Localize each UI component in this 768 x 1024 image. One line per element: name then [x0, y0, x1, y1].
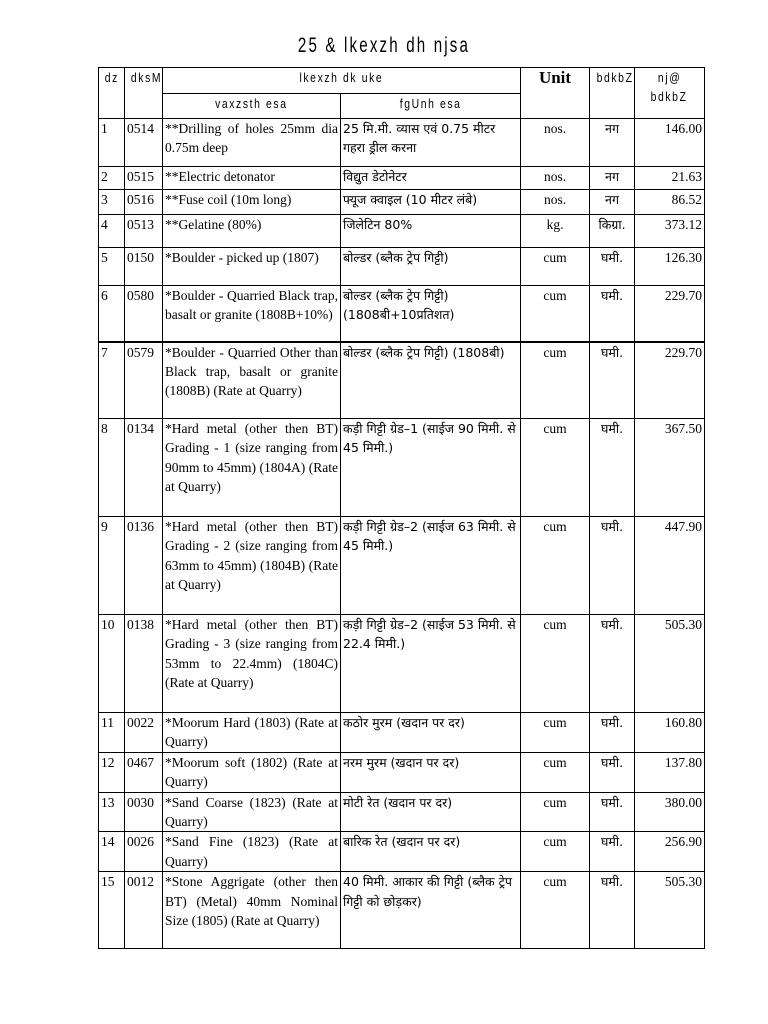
table-row — [99, 167, 705, 190]
code-cell: 0026 — [125, 832, 163, 872]
hindi-name-cell: नरम मुरम (खदान पर दर) — [341, 752, 521, 792]
table-row — [99, 615, 705, 713]
header-rate: nj@ bdkbZ — [635, 68, 705, 119]
unit-cell: cum — [521, 286, 590, 342]
serial-cell: 12 — [99, 752, 125, 792]
hindi-name-cell: 40 मिमी. आकार की गिट्टी (ब्लैक ट्रेप गिट्टी को छोड़कर) — [341, 872, 521, 949]
english-name-cell: *Boulder - picked up (1807) — [163, 248, 341, 286]
table-row — [99, 713, 705, 753]
unit-cell: kg. — [521, 215, 590, 248]
code-cell: 0134 — [125, 419, 163, 517]
code-cell: 0579 — [125, 342, 163, 419]
header-code: dksM — [125, 68, 163, 119]
code-cell: 0516 — [125, 190, 163, 215]
unit-cell: cum — [521, 615, 590, 713]
unit-hindi-cell: घमी. — [590, 286, 635, 342]
unit-hindi-cell: नग — [590, 190, 635, 215]
unit-cell: cum — [521, 832, 590, 872]
unit-cell: nos. — [521, 119, 590, 167]
english-name-cell: **Fuse coil (10m long) — [163, 190, 341, 215]
unit-cell: nos. — [521, 167, 590, 190]
rate-cell: 380.00 — [635, 792, 705, 832]
english-name-cell: **Electric detonator — [163, 167, 341, 190]
hindi-name-cell: बोल्डर (ब्लैक ट्रेप गिट्टी) (1808बी+10प्रतिशत) — [341, 286, 521, 342]
rate-cell: 256.90 — [635, 832, 705, 872]
rate-cell: 137.80 — [635, 752, 705, 792]
table-row — [99, 872, 705, 949]
hindi-name-cell: जिलेटिन 80% — [341, 215, 521, 248]
unit-hindi-cell: घमी. — [590, 419, 635, 517]
unit-cell: cum — [521, 517, 590, 615]
serial-cell: 4 — [99, 215, 125, 248]
rate-cell: 505.30 — [635, 615, 705, 713]
serial-cell: 14 — [99, 832, 125, 872]
code-cell: 0012 — [125, 872, 163, 949]
serial-cell: 1 — [99, 119, 125, 167]
header-material-name: lkexzh dk uke — [163, 68, 521, 94]
unit-cell: cum — [521, 342, 590, 419]
unit-cell: cum — [521, 248, 590, 286]
table-row — [99, 342, 705, 419]
unit-hindi-cell: घमी. — [590, 342, 635, 419]
header-hindi: fgUnh esa — [341, 94, 521, 119]
rate-cell: 505.30 — [635, 872, 705, 949]
table-row — [99, 190, 705, 215]
serial-cell: 15 — [99, 872, 125, 949]
english-name-cell: *Moorum Hard (1803) (Rate at Quarry) — [163, 713, 341, 753]
unit-hindi-cell: नग — [590, 119, 635, 167]
english-name-cell: *Moorum soft (1802) (Rate at Quarry) — [163, 752, 341, 792]
hindi-name-cell: बोल्डर (ब्लैक ट्रेप गिट्टी) (1808बी) — [341, 342, 521, 419]
serial-cell: 9 — [99, 517, 125, 615]
hindi-name-cell: बोल्डर (ब्लैक ट्रेप गिट्टी) — [341, 248, 521, 286]
unit-hindi-cell: घमी. — [590, 248, 635, 286]
table-row — [99, 286, 705, 342]
hindi-name-cell: कड़ी गिट्टी ग्रेड–2 (साईज 53 मिमी. से 22.4 मिमी.) — [341, 615, 521, 713]
header-english: vaxzsth esa — [163, 94, 341, 119]
unit-hindi-cell: घमी. — [590, 832, 635, 872]
header-serial: dz — [99, 68, 125, 119]
hindi-name-cell: 25 मि.मी. व्यास एवं 0.75 मीटर गहरा ड्रील करना — [341, 119, 521, 167]
rate-cell: 447.90 — [635, 517, 705, 615]
unit-cell: cum — [521, 713, 590, 753]
hindi-name-cell: कड़ी गिट्टी ग्रेड–2 (साईज 63 मिमी. से 45 मिमी.) — [341, 517, 521, 615]
unit-cell: cum — [521, 872, 590, 949]
english-name-cell: *Hard metal (other then BT) Grading - 2 (size ranging from 63mm to 45mm) (1804B) (Rate at Quarry) — [163, 517, 341, 615]
serial-cell: 11 — [99, 713, 125, 753]
unit-hindi-cell: किग्रा. — [590, 215, 635, 248]
hindi-name-cell: कड़ी गिट्टी ग्रेड–1 (साईज 90 मिमी. से 45 मिमी.) — [341, 419, 521, 517]
code-cell: 0467 — [125, 752, 163, 792]
header-unit-hindi: bdkbZ — [590, 68, 635, 119]
serial-cell: 6 — [99, 286, 125, 342]
table-row — [99, 832, 705, 872]
rate-cell: 86.52 — [635, 190, 705, 215]
header-unit: Unit — [521, 68, 590, 119]
code-cell: 0580 — [125, 286, 163, 342]
table-row — [99, 419, 705, 517]
code-cell: 0514 — [125, 119, 163, 167]
unit-hindi-cell: घमी. — [590, 713, 635, 753]
rate-cell: 229.70 — [635, 342, 705, 419]
code-cell: 0513 — [125, 215, 163, 248]
rate-cell: 126.30 — [635, 248, 705, 286]
hindi-name-cell: कठोर मुरम (खदान पर दर) — [341, 713, 521, 753]
code-cell: 0138 — [125, 615, 163, 713]
table-row — [99, 792, 705, 832]
serial-cell: 5 — [99, 248, 125, 286]
code-cell: 0150 — [125, 248, 163, 286]
english-name-cell: **Drilling of holes 25mm dia 0.75m deep — [163, 119, 341, 167]
hindi-name-cell: मोटी रेत (खदान पर दर) — [341, 792, 521, 832]
code-cell: 0515 — [125, 167, 163, 190]
table-body — [99, 119, 705, 949]
english-name-cell: *Sand Fine (1823) (Rate at Quarry) — [163, 832, 341, 872]
rates-table — [98, 67, 705, 949]
table-row — [99, 517, 705, 615]
unit-hindi-cell: नग — [590, 167, 635, 190]
english-name-cell: *Sand Coarse (1823) (Rate at Quarry) — [163, 792, 341, 832]
serial-cell: 3 — [99, 190, 125, 215]
serial-cell: 8 — [99, 419, 125, 517]
rate-cell: 367.50 — [635, 419, 705, 517]
unit-cell: cum — [521, 752, 590, 792]
unit-hindi-cell: घमी. — [590, 517, 635, 615]
hindi-name-cell: बारिक रेत (खदान पर दर) — [341, 832, 521, 872]
unit-cell: nos. — [521, 190, 590, 215]
code-cell: 0030 — [125, 792, 163, 832]
page-title: 25 & lkexzh dh njsa — [297, 34, 471, 57]
unit-hindi-cell: घमी. — [590, 615, 635, 713]
table-row — [99, 752, 705, 792]
english-name-cell: *Stone Aggrigate (other then BT) (Metal) 40mm Nominal Size (1805) (Rate at Quarry) — [163, 872, 341, 949]
unit-cell: cum — [521, 792, 590, 832]
table-row — [99, 119, 705, 167]
unit-hindi-cell: घमी. — [590, 752, 635, 792]
hindi-name-cell: विद्युत डेटोनेटर — [341, 167, 521, 190]
english-name-cell: *Hard metal (other then BT) Grading - 1 (size ranging from 90mm to 45mm) (1804A) (Rate at Quarry) — [163, 419, 341, 517]
rate-cell: 21.63 — [635, 167, 705, 190]
unit-hindi-cell: घमी. — [590, 872, 635, 949]
code-cell: 0022 — [125, 713, 163, 753]
serial-cell: 13 — [99, 792, 125, 832]
table-row — [99, 248, 705, 286]
code-cell: 0136 — [125, 517, 163, 615]
english-name-cell: **Gelatine (80%) — [163, 215, 341, 248]
hindi-name-cell: फ्यूज क्वाइल (10 मीटर लंबे) — [341, 190, 521, 215]
unit-cell: cum — [521, 419, 590, 517]
rate-cell: 373.12 — [635, 215, 705, 248]
table-row — [99, 215, 705, 248]
english-name-cell: *Boulder - Quarried Other than Black trap, basalt or granite (1808B) (Rate at Quarry) — [163, 342, 341, 419]
serial-cell: 7 — [99, 342, 125, 419]
rate-cell: 229.70 — [635, 286, 705, 342]
english-name-cell: *Hard metal (other then BT) Grading - 3 (size ranging from 53mm to 22.4mm) (1804C) (Rate at Quarry) — [163, 615, 341, 713]
serial-cell: 10 — [99, 615, 125, 713]
rate-cell: 146.00 — [635, 119, 705, 167]
serial-cell: 2 — [99, 167, 125, 190]
unit-hindi-cell: घमी. — [590, 792, 635, 832]
english-name-cell: *Boulder - Quarried Black trap, basalt or granite (1808B+10%) — [163, 286, 341, 342]
rate-cell: 160.80 — [635, 713, 705, 753]
